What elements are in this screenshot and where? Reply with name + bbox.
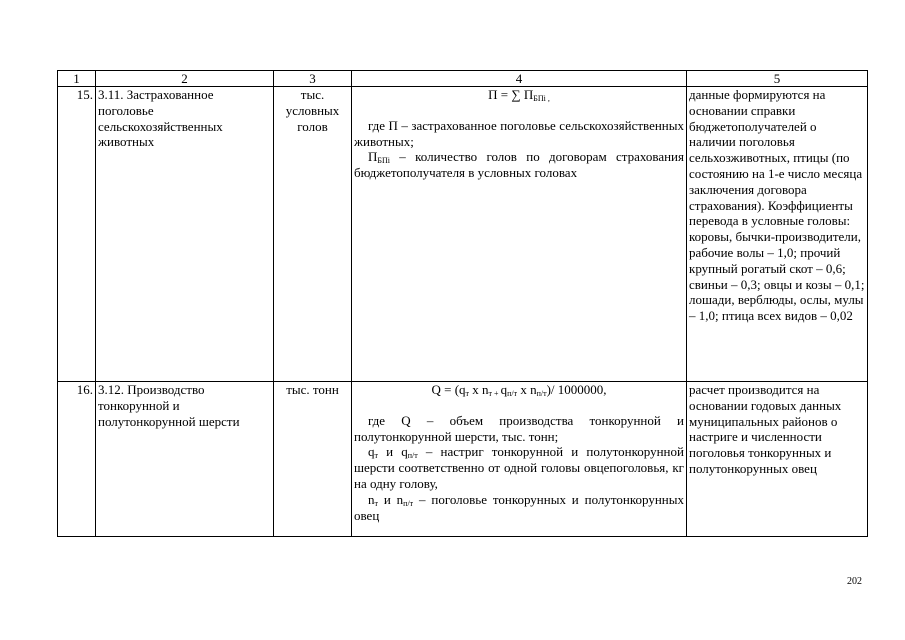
table-header-row — [58, 71, 868, 87]
table-row — [58, 382, 868, 537]
formula-explanation: где Q – объем производства тонкорунной и полутонкорунной шерсти, тыс. тонн; — [354, 412, 684, 444]
page-number: 202 — [847, 576, 862, 587]
data-source: данные формируются на основании справки бюджетополучателей о наличии поголовья сельхозживотных, птицы (по состоянию на 1-е число месяца заключения договора страхования). Коэффициенты перевода в условные головы: коровы, бычки-производители, рабочие волы – 1,0; прочий крупный рогатый скот – 0,6; свиньи – 0,3; овцы и козы – 0,1; лошади, верблюды, ослы, мулы – 1,0; птица всех видов – 0,02 — [687, 87, 868, 382]
unit-of-measure: тыс. условных голов — [274, 87, 352, 382]
formula-explanation: где П – застрахованное поголовье сельскохозяйственных животных; — [354, 117, 684, 149]
calculation-method — [352, 382, 687, 537]
formula: П = ∑ $П_{БПi ,}$ — [488, 87, 550, 103]
data-source: расчет производится на основании годовых данных муниципальных районов о настриге и численности поголовья тонкорунных и полутонкорунных овец — [687, 382, 868, 537]
unit-of-measure: тыс. тонн — [274, 382, 352, 537]
calculation-method — [352, 87, 687, 382]
row-number: 15. — [58, 87, 96, 382]
header-cell: 1 — [58, 71, 96, 87]
indicator-name: 3.11. Застрахованное поголовье сельскохозяйственных животных — [96, 87, 274, 382]
formula: $Q = (q_т$ x $n_{т +}$ $q_{п/т}$ x $n_{п/т})/$ 1000000, — [431, 382, 607, 398]
row-number: 16. — [58, 382, 96, 537]
formula-explanation: $П_{БПi}$ – количество голов по договорам страхования бюджетополучателя в условных головах — [354, 149, 684, 181]
indicator-name: 3.12. Производство тонкорунной и полутонкорунной шерсти — [96, 382, 274, 537]
formula-explanation: $q_т$ и $q_{п/т}$ – настриг тонкорунной и полутонкорунной шерсти соответственно от одной головы овцепоголовья, кг на одну голову, — [354, 444, 684, 491]
header-cell: 4 — [352, 71, 687, 87]
header-cell: 3 — [274, 71, 352, 87]
table-row — [58, 87, 868, 382]
header-cell: 5 — [687, 71, 868, 87]
indicator-table — [57, 70, 868, 537]
header-cell: 2 — [96, 71, 274, 87]
formula-explanation: $n_т$ и $n_{п/т}$ – поголовье тонкорунных и полутонкорунных овец — [354, 491, 684, 523]
